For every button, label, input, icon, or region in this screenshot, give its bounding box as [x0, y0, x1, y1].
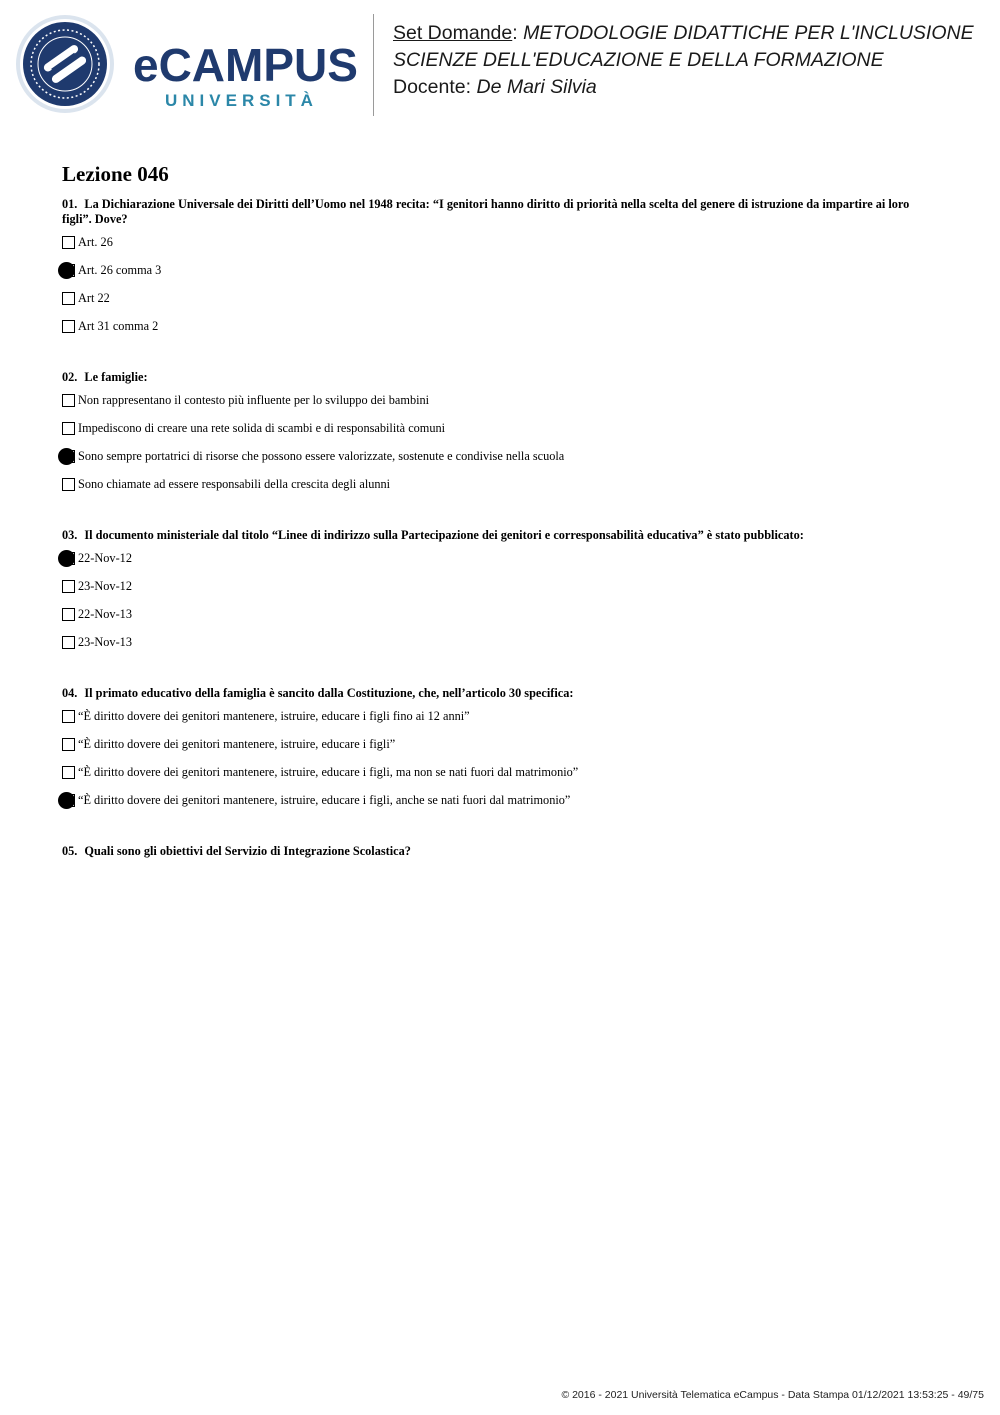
question-1	[62, 197, 942, 347]
answer-option[interactable]	[62, 579, 942, 607]
answer-option[interactable]	[62, 793, 942, 821]
checkbox-icon[interactable]	[62, 320, 75, 333]
answer-label: Art 31 comma 2	[78, 319, 159, 333]
answer-option[interactable]	[62, 263, 942, 291]
question-number: 03.	[62, 528, 78, 542]
answer-label: 23-Nov-12	[78, 579, 132, 593]
question-number: 05.	[62, 844, 78, 858]
course-title-line2: SCIENZE DELL'EDUCAZIONE E DELLA FORMAZIONE	[393, 49, 884, 71]
page-footer: © 2016 - 2021 Università Telematica eCampus - Data Stampa 01/12/2021 13:53:25 - 49/75	[561, 1389, 984, 1401]
checkbox-icon[interactable]	[62, 422, 75, 435]
question-body: Il documento ministeriale dal titolo “Linee di indirizzo sulla Partecipazione dei genitori e corresponsabilità educativa” è stato pubblicato:	[84, 528, 804, 542]
answer-label: Non rappresentano il contesto più influente per lo sviluppo dei bambini	[78, 393, 430, 407]
checked-checkbox-icon[interactable]	[62, 794, 75, 807]
question-text	[62, 197, 942, 227]
brand-subtitle: UNIVERSITÀ	[165, 91, 318, 110]
teacher-label: Docente:	[393, 76, 472, 98]
answer-label: “È diritto dovere dei genitori mantenere, istruire, educare i figli, ma non se nati fuori dal matrimonio”	[78, 765, 579, 779]
checkbox-icon[interactable]	[62, 766, 75, 779]
question-number: 04.	[62, 686, 78, 700]
answer-label: Art. 26 comma 3	[78, 263, 162, 277]
question-list	[62, 197, 942, 882]
answer-option[interactable]	[62, 551, 942, 579]
checkbox-icon[interactable]	[62, 292, 75, 305]
checked-checkbox-icon[interactable]	[62, 450, 75, 463]
checkbox-icon[interactable]	[62, 636, 75, 649]
answer-label: 22-Nov-12	[78, 551, 132, 565]
question-5	[62, 844, 942, 859]
checked-checkbox-icon[interactable]	[62, 552, 75, 565]
course-header	[393, 20, 983, 101]
answer-option[interactable]	[62, 709, 942, 737]
answer-label: Art. 26	[78, 235, 113, 249]
checkbox-icon[interactable]	[62, 478, 75, 491]
answer-option[interactable]	[62, 635, 942, 663]
correct-answer-mark-icon	[58, 262, 75, 279]
answer-label: Sono sempre portatrici di risorse che possono essere valorizzate, sostenute e condivise nella scuola	[78, 449, 565, 463]
checkbox-icon[interactable]	[62, 580, 75, 593]
set-separator: :	[512, 22, 518, 44]
university-seal-icon	[16, 15, 114, 113]
question-number: 02.	[62, 370, 78, 384]
question-text	[62, 528, 942, 543]
answer-label: “È diritto dovere dei genitori mantenere, istruire, educare i figli fino ai 12 anni”	[78, 709, 470, 723]
checkbox-icon[interactable]	[62, 738, 75, 751]
question-3	[62, 528, 942, 663]
question-text	[62, 686, 942, 701]
question-number: 01.	[62, 197, 78, 211]
answer-option[interactable]	[62, 393, 942, 421]
question-body: Le famiglie:	[84, 370, 148, 384]
answer-option[interactable]	[62, 607, 942, 635]
answer-label: 23-Nov-13	[78, 635, 132, 649]
teacher-name: De Mari Silvia	[476, 76, 597, 98]
answer-label: Impediscono di creare una rete solida di scambi e di responsabilità comuni	[78, 421, 446, 435]
checkbox-icon[interactable]	[62, 608, 75, 621]
answer-label: “È diritto dovere dei genitori mantenere, istruire, educare i figli”	[78, 737, 396, 751]
answer-label: Art 22	[78, 291, 110, 305]
checkbox-icon[interactable]	[62, 394, 75, 407]
question-body: Quali sono gli obiettivi del Servizio di Integrazione Scolastica?	[84, 844, 411, 858]
question-body: Il primato educativo della famiglia è sancito dalla Costituzione, che, nell’articolo 30 specifica:	[84, 686, 574, 700]
answer-option[interactable]	[62, 477, 942, 505]
question-2	[62, 370, 942, 505]
answer-option[interactable]	[62, 421, 942, 449]
answer-label: “È diritto dovere dei genitori mantenere, istruire, educare i figli, anche se nati fuori dal matrimonio”	[78, 793, 571, 807]
question-body: La Dichiarazione Universale dei Diritti dell’Uomo nel 1948 recita: “I genitori hanno diritto di priorità nella scelta del genere di istruzione da impartire ai loro figli”. Dove?	[62, 197, 910, 226]
question-4	[62, 686, 942, 821]
brand-wordmark: eCAMPUS	[133, 39, 358, 91]
answer-option[interactable]	[62, 449, 942, 477]
answer-option[interactable]	[62, 319, 942, 347]
course-title-line1: METODOLOGIE DIDATTICHE PER L'INCLUSIONE	[523, 22, 974, 44]
answer-option[interactable]	[62, 765, 942, 793]
answer-label: 22-Nov-13	[78, 607, 132, 621]
question-text	[62, 844, 942, 859]
answer-label: Sono chiamate ad essere responsabili della crescita degli alunni	[78, 477, 391, 491]
answer-option[interactable]	[62, 291, 942, 319]
set-label: Set Domande	[393, 22, 513, 44]
answer-option[interactable]	[62, 737, 942, 765]
correct-answer-mark-icon	[58, 550, 75, 567]
correct-answer-mark-icon	[58, 448, 75, 465]
header-divider	[373, 14, 374, 116]
question-text	[62, 370, 942, 385]
answer-option[interactable]	[62, 235, 942, 263]
ecampus-logo	[15, 14, 360, 118]
correct-answer-mark-icon	[58, 792, 75, 809]
checkbox-icon[interactable]	[62, 236, 75, 249]
checked-checkbox-icon[interactable]	[62, 264, 75, 277]
checkbox-icon[interactable]	[62, 710, 75, 723]
lesson-title: Lezione 046	[62, 162, 169, 186]
